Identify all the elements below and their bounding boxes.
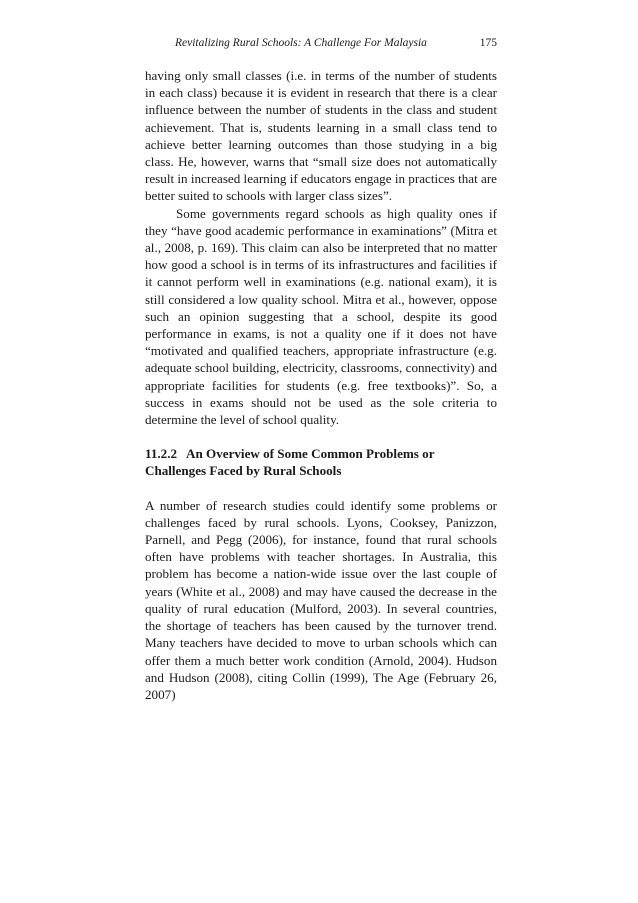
running-title: Revitalizing Rural Schools: A Challenge For Malaysia	[175, 37, 427, 49]
paragraph-rural-problems: A number of research studies could identify some problems or challenges faced by rural schools. Lyons, Cooksey, Panizzon, Parnell, and Pegg (2006), for instance, found that rural schools often have problems with teacher shortages. In Australia, this problem has become a nation-wide issue over the last couple of years (White et al., 2008) and may have caused the decrease in the quality of rural education (Mulford, 2003). In several countries, the shortage of teachers has been caused by the turnover trend. Many teachers have decided to move to urban schools which can offer them a much better work condition (Arnold, 2004). Hudson and Hudson (2008), citing Collin (1999), The Age (February 26, 2007)	[145, 497, 497, 702]
paragraph-school-quality: Some governments regard schools as high quality ones if they “have good academic performance in examinations” (Mitra et al., 2008, p. 169). This claim can also be interpreted that no matter how good a school is in terms of its infrastructures and facilities if it cannot perform well in examinations (e.g. national exam), it is still considered a low quality school. Mitra et al., however, oppose such an opinion suggesting that a school, despite its good performance in exams, is not a quality one if it does not have “motivated and qualified teachers, appropriate infrastructure (e.g. adequate school building, electricity, classrooms, connectivity) and appropriate facilities for students (e.g. free textbooks)”. So, a success in exams should not be used as the sole criteria to determine the level of school quality.	[145, 205, 497, 428]
section-title-part-1: An Overview of Some Common Problems or	[186, 446, 435, 462]
running-header	[175, 37, 497, 53]
section-number: 11.2.2	[145, 446, 178, 462]
body-text	[145, 67, 497, 703]
section-heading	[145, 445, 497, 479]
section-heading-line-1	[145, 445, 497, 462]
page-number: 175	[479, 37, 497, 49]
paragraph-continued: having only small classes (i.e. in terms of the number of students in each class) because it is evident in research that there is a clear influence between the number of students in the class and student achievement. That is, students learning in a small class tend to achieve better learning outcomes than those studying in a big class. He, however, warns that “small size does not automatically result in increased learning if educators engage in practices that are better suited to schools with larger class sizes”.	[145, 68, 497, 204]
section-title-part-2: Challenges Faced by Rural Schools	[145, 463, 342, 479]
